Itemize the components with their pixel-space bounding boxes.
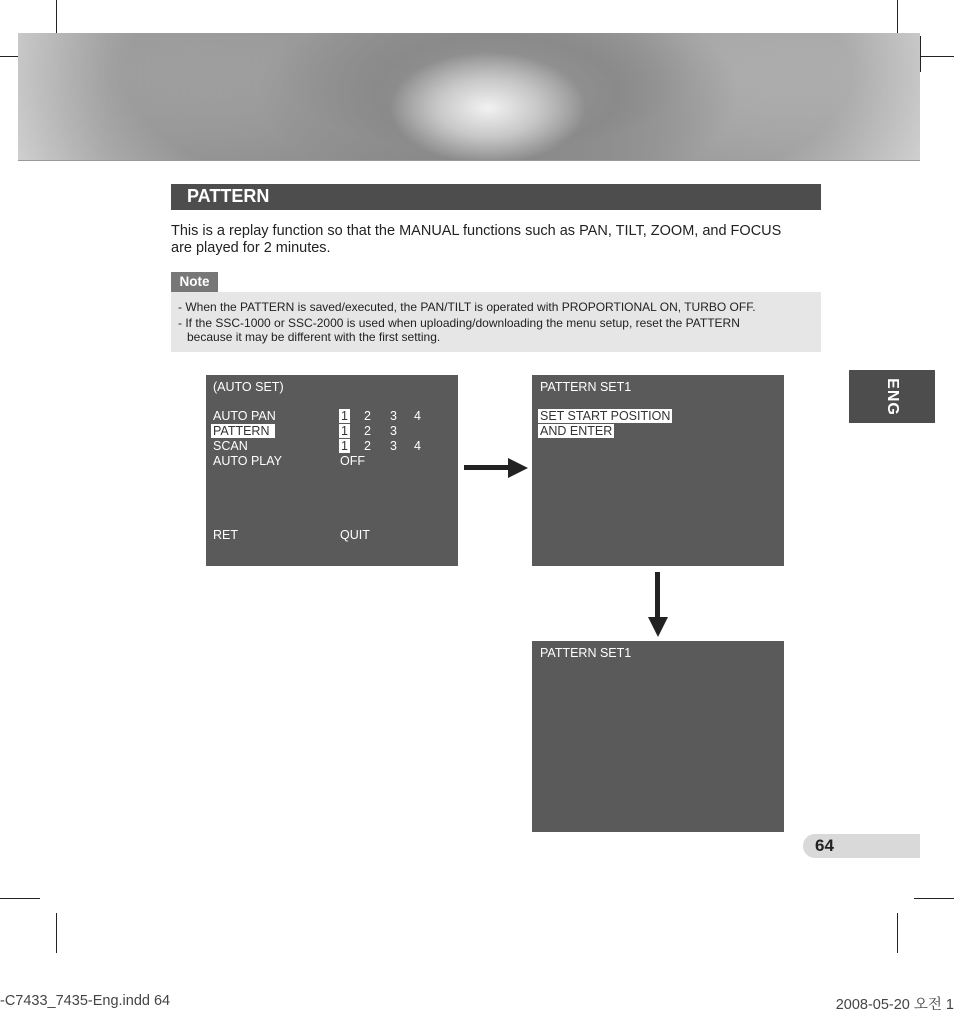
selected-value: 1 xyxy=(341,424,348,438)
note-line: - When the PATTERN is saved/executed, the PAN/TILT is operated with PROPORTIONAL ON, TURBO OFF. xyxy=(178,300,756,314)
crop-mark xyxy=(0,898,40,899)
intro-line: This is a replay function so that the MANUAL functions such as PAN, TILT, ZOOM, and FOCUS xyxy=(171,223,782,239)
section-title: PATTERN xyxy=(187,186,270,206)
menu-item-quit: QUIT xyxy=(340,528,370,542)
note-line: - If the SSC-1000 or SSC-2000 is used when uploading/downloading the menu setup, reset the PATTERN xyxy=(178,316,740,330)
footer-date: 2008-05-20 오전 1 xyxy=(835,997,954,1013)
value: 4 xyxy=(414,439,421,453)
language-tab xyxy=(849,370,935,423)
arrow-down-icon xyxy=(655,572,660,620)
crop-mark xyxy=(897,913,898,953)
value: 2 xyxy=(364,439,371,453)
value: OFF xyxy=(340,454,365,468)
arrow-right-head-icon xyxy=(508,458,528,478)
page-number-bar xyxy=(803,834,920,858)
prompt-line: AND ENTER xyxy=(540,424,613,438)
crop-mark xyxy=(56,913,57,953)
selected-value: 1 xyxy=(341,409,348,423)
prompt-line: SET START POSITION xyxy=(540,409,671,423)
value: 3 xyxy=(390,409,397,423)
intro-line: are played for 2 minutes. xyxy=(171,240,331,256)
arrow-down-head-icon xyxy=(648,617,668,637)
osd-screen-auto-set xyxy=(206,375,458,566)
section-title-bar xyxy=(171,184,821,210)
menu-item-scan: SCAN xyxy=(213,439,248,453)
value: 2 xyxy=(364,424,371,438)
menu-item-ret: RET xyxy=(213,528,238,542)
intro-text xyxy=(171,223,823,257)
arrow-right-icon xyxy=(464,465,514,470)
language-tab-label: ENG xyxy=(884,377,901,416)
value: 3 xyxy=(390,439,397,453)
footer-filename: -C7433_7435-Eng.indd 64 xyxy=(0,993,171,1009)
screen-title: PATTERN SET1 xyxy=(540,380,632,394)
header-banner-image xyxy=(18,33,920,161)
menu-item-auto-pan: AUTO PAN xyxy=(213,409,276,423)
page-number: 64 xyxy=(815,836,834,855)
value: 2 xyxy=(364,409,371,423)
crop-mark xyxy=(920,36,921,72)
value: 4 xyxy=(414,409,421,423)
screen-title: (AUTO SET) xyxy=(213,380,284,394)
note-label: Note xyxy=(171,272,218,292)
osd-screen-pattern-set-recording xyxy=(532,641,784,832)
menu-item-pattern: PATTERN xyxy=(211,424,275,438)
screen-title: PATTERN SET1 xyxy=(540,646,632,660)
note-line: because it may be different with the first setting. xyxy=(187,330,441,344)
crop-mark xyxy=(914,898,954,899)
menu-item-auto-play: AUTO PLAY xyxy=(213,454,283,468)
osd-screen-pattern-set xyxy=(532,375,784,566)
selected-value: 1 xyxy=(341,439,348,453)
note-box xyxy=(171,292,821,352)
value: 3 xyxy=(390,424,397,438)
